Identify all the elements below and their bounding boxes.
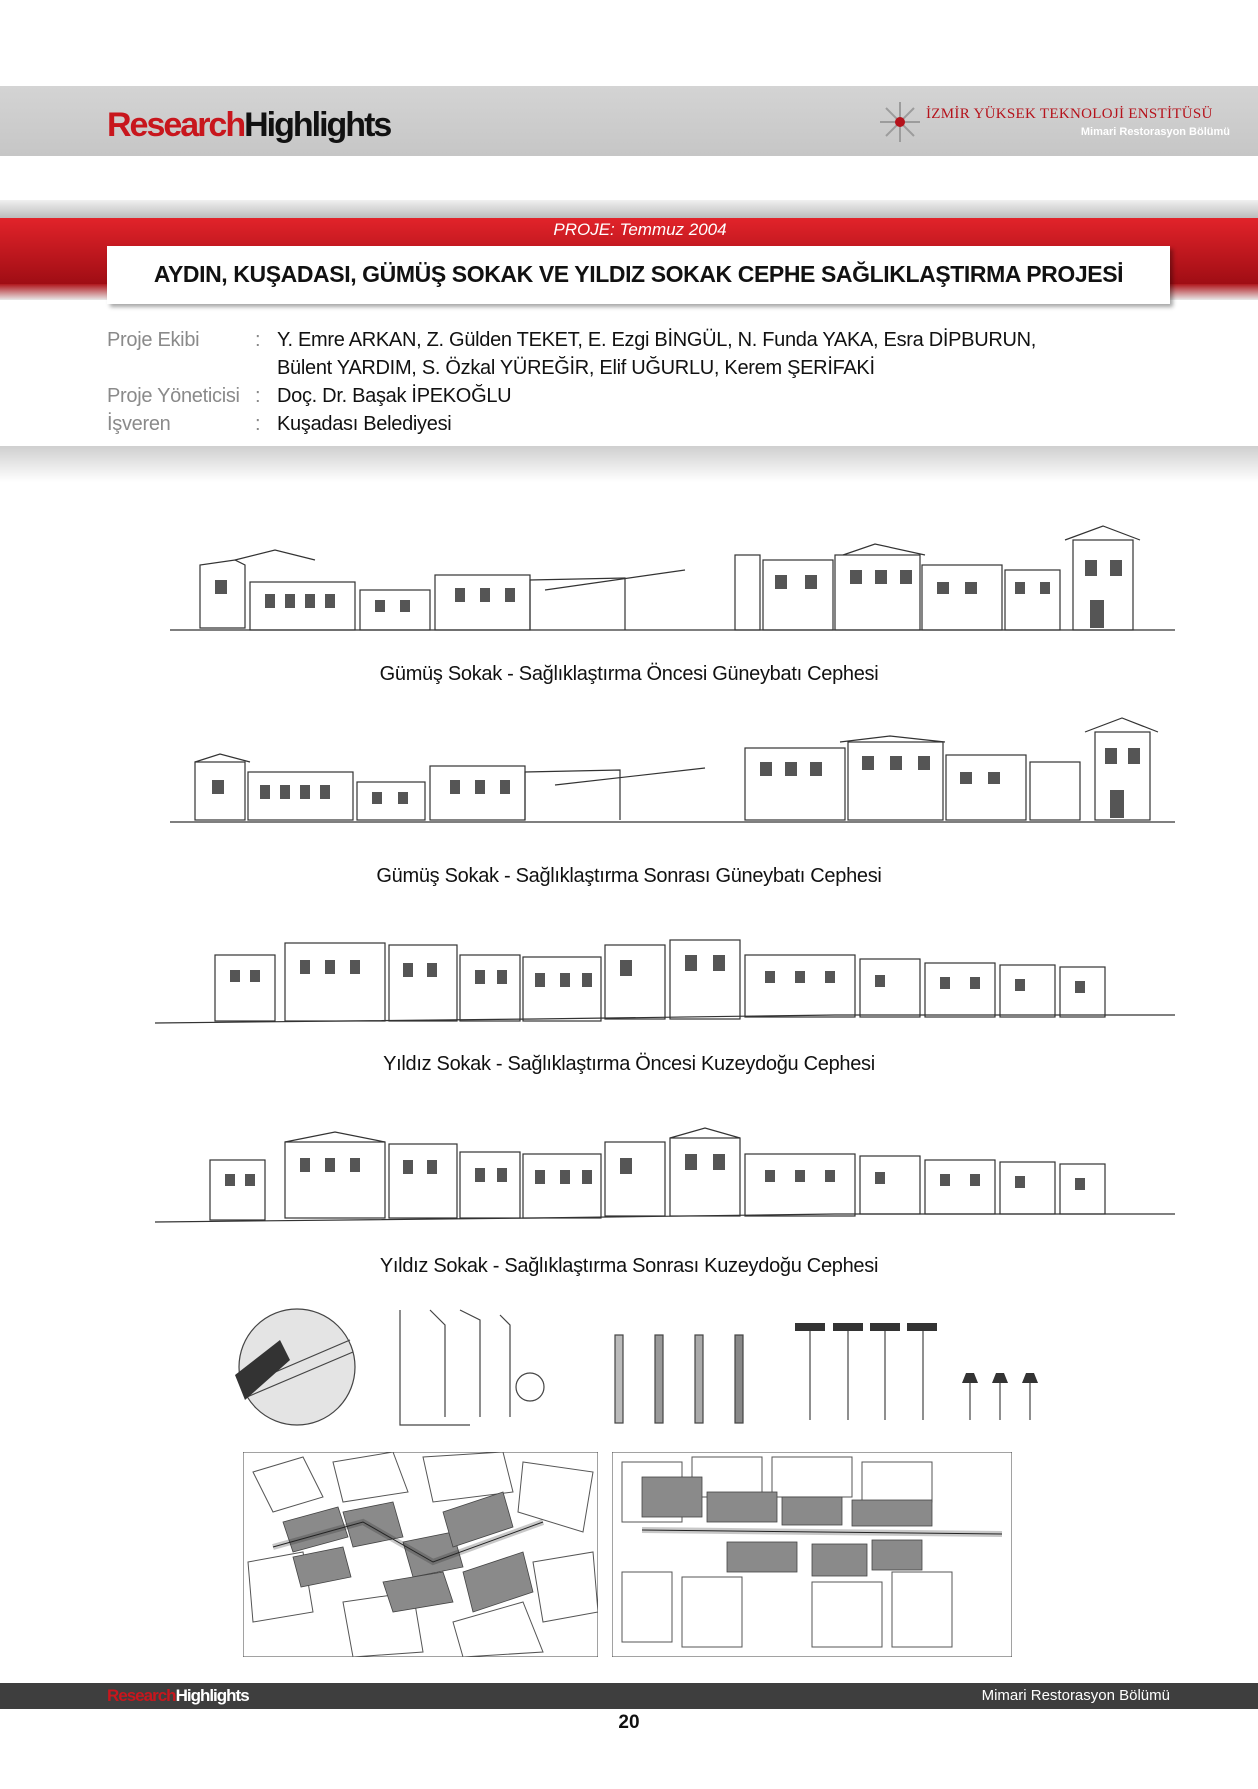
header-brand xyxy=(107,106,390,145)
elevation-drawing-3 xyxy=(135,915,1175,1040)
footer-brand xyxy=(107,1686,249,1706)
band-top-shade xyxy=(0,200,1258,218)
page-number: 20 xyxy=(618,1712,640,1733)
project-date: PROJE: Temmuz 2004 xyxy=(553,220,727,239)
project-title: AYDIN, KUŞADASI, GÜMÜŞ SOKAK VE YILDIZ SOKAK CEPHE SAĞLIKLAŞTIRMA PROJESİ xyxy=(153,261,1124,287)
team-row xyxy=(107,326,1036,354)
team-row-cont xyxy=(107,354,1036,382)
manager-name: Doç. Dr. Başak İPEKOĞLU xyxy=(277,385,512,407)
footer-brand-highlights: Highlights xyxy=(175,1686,249,1705)
team-label: Proje Ekibi xyxy=(107,329,200,351)
separator: : xyxy=(255,385,261,407)
caption-2: Gümüş Sokak - Sağlıklaştırma Sonrası Güneybatı Cephesi xyxy=(376,865,882,887)
employer-row xyxy=(107,410,1036,438)
project-info xyxy=(107,326,1036,438)
site-plan-yildiz-sokak xyxy=(612,1452,1012,1657)
brand-highlights: Highlights xyxy=(244,106,391,144)
team-line1: Y. Emre ARKAN, Z. Gülden TEKET, E. Ezgi BİNGÜL, N. Funda YAKA, Esra DİPBURUN, xyxy=(277,329,1037,351)
elevation-drawing-4 xyxy=(135,1110,1175,1235)
elevation-drawing-2 xyxy=(120,710,1175,840)
caption-3: Yıldız Sokak - Sağlıklaştırma Öncesi Kuzeydoğu Cephesi xyxy=(383,1053,875,1075)
caption-1: Gümüş Sokak - Sağlıklaştırma Öncesi Güneybatı Cephesi xyxy=(379,663,879,685)
separator: : xyxy=(255,329,261,351)
project-title-box xyxy=(107,246,1170,304)
band-bottom-shade xyxy=(0,446,1258,482)
elevation-drawing-1 xyxy=(125,520,1175,645)
project-band xyxy=(0,200,1258,480)
footer-department: Mimari Restorasyon Bölümü xyxy=(981,1687,1170,1704)
separator: : xyxy=(255,413,261,435)
page-header xyxy=(0,86,1258,156)
manager-row xyxy=(107,382,1036,410)
department-name: Mimari Restorasyon Bölümü xyxy=(1080,126,1230,138)
brand-research: Research xyxy=(107,106,245,144)
site-plan-gumus-sokak xyxy=(243,1452,598,1657)
institute-name: İZMİR YÜKSEK TEKNOLOJİ ENSTİTÜSÜ xyxy=(926,106,1213,122)
manager-label: Proje Yöneticisi xyxy=(107,385,240,407)
detail-drawings xyxy=(235,1305,1065,1435)
caption-4: Yıldız Sokak - Sağlıklaştırma Sonrası Kuzeydoğu Cephesi xyxy=(379,1255,879,1277)
star-emblem-icon xyxy=(880,102,920,142)
employer-name: Kuşadası Belediyesi xyxy=(277,413,452,435)
team-line2: Bülent YARDIM, S. Özkal YÜREĞİR, Elif UĞURLU, Kerem ŞERİFAKİ xyxy=(277,357,875,379)
institute-logo xyxy=(880,102,1230,142)
employer-label: İşveren xyxy=(107,413,171,435)
page-footer xyxy=(0,1683,1258,1709)
footer-brand-research: Research xyxy=(107,1686,176,1705)
